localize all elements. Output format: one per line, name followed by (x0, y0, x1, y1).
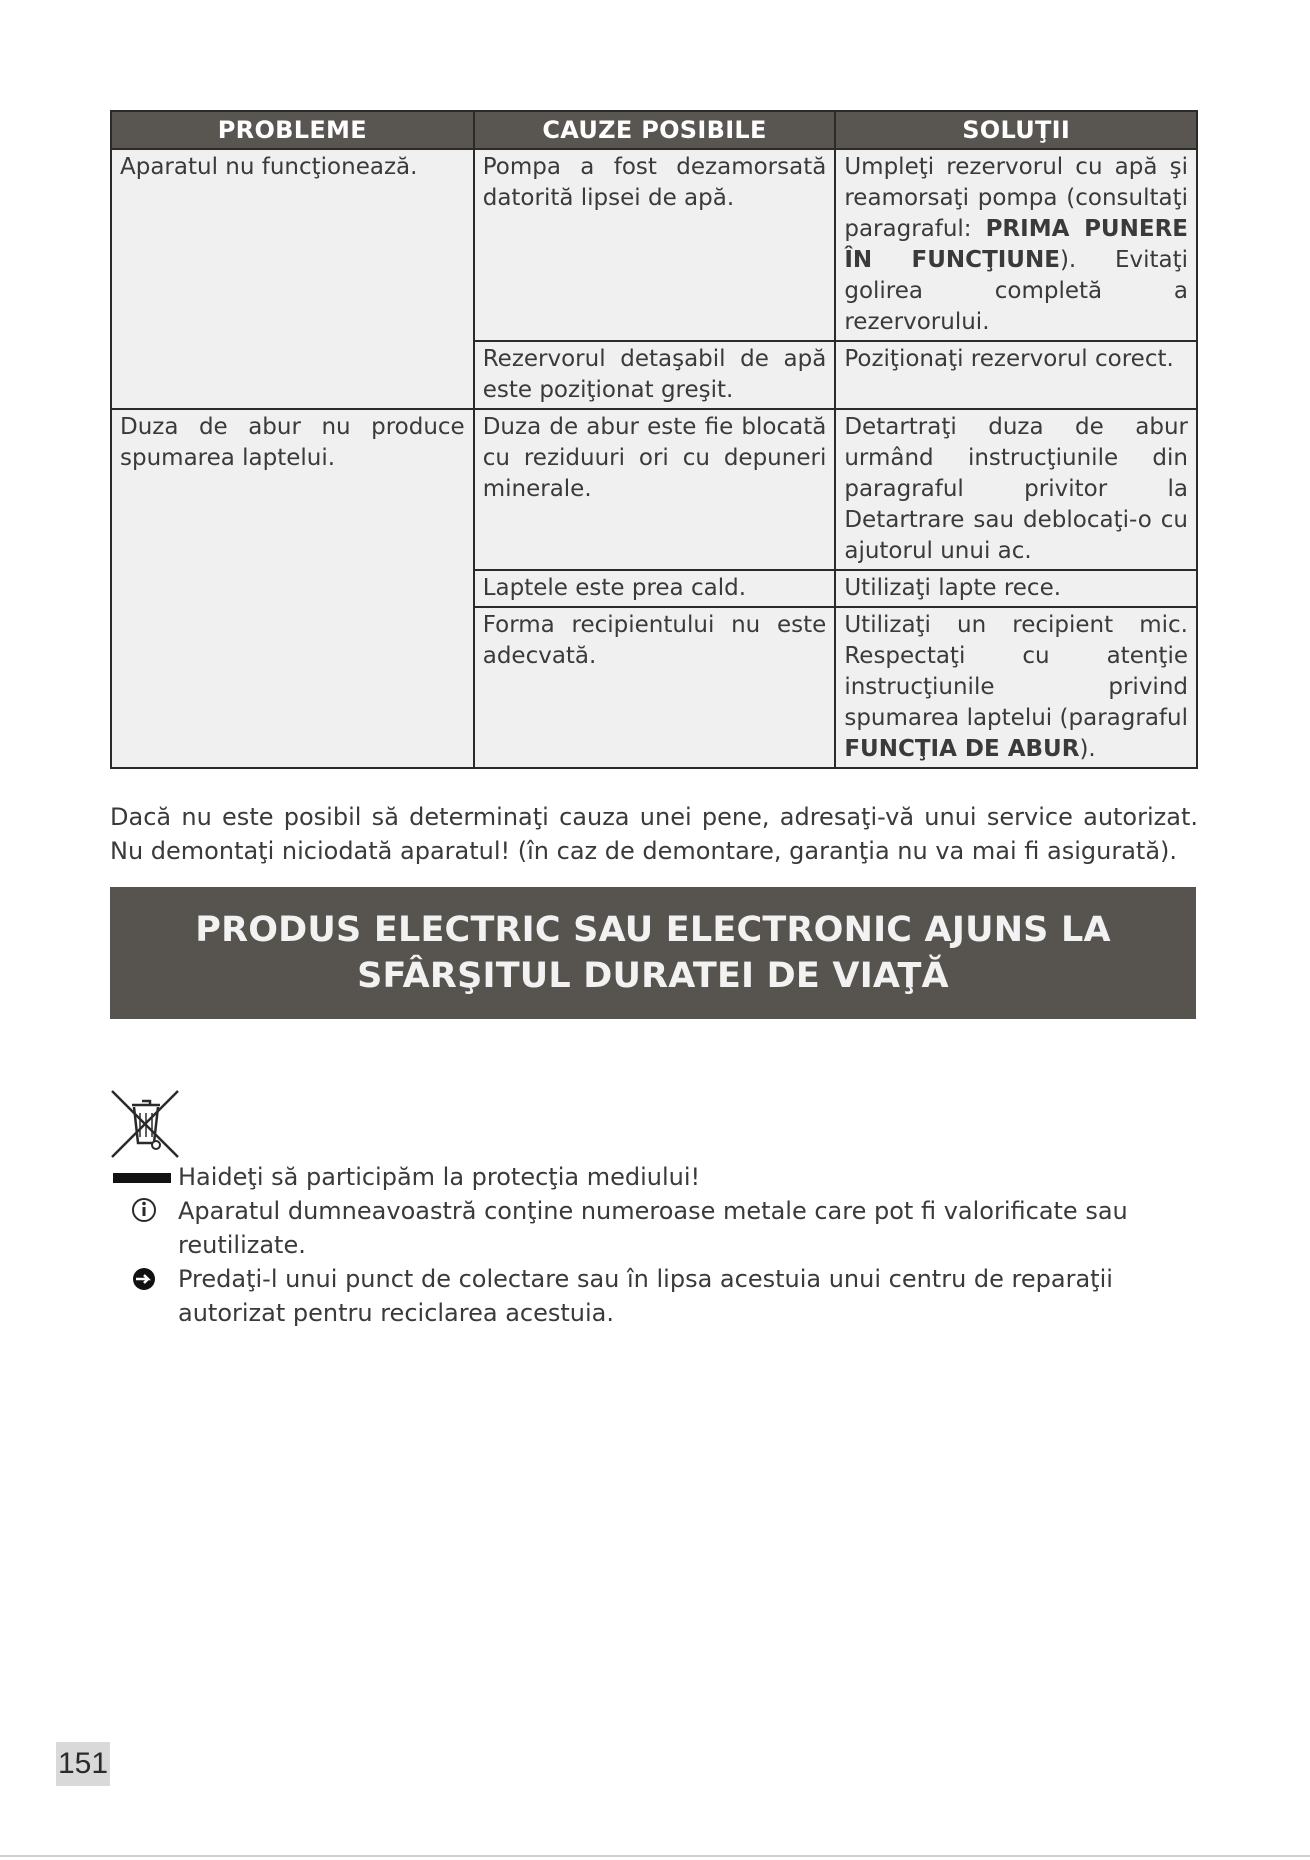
solution-text-end: ). Evitaţi golirea completă a rezervorului. (844, 247, 1188, 335)
cause-cell: Rezervorul detaşabil de apă este poziţionat greşit. (474, 341, 836, 409)
bottom-divider (0, 1855, 1310, 1857)
troubleshooting-table (110, 110, 1198, 769)
troubleshooting-table-wrapper (110, 110, 1198, 769)
arrow-circle-icon (108, 1262, 172, 1296)
header-solutions: SOLUŢII (835, 111, 1197, 149)
banner-title-line1: PRODUS ELECTRIC SAU ELECTRONIC AJUNS LA (195, 910, 1111, 950)
crossed-bin-icon (108, 1087, 182, 1159)
solution-cell (835, 149, 1197, 341)
table-row (111, 149, 1197, 341)
solution-text: Utilizaţi un recipient mic. Respectaţi cu atenţie instrucţiunile privind spumarea laptelui (paragraful (844, 612, 1188, 731)
black-bar-icon (108, 1160, 172, 1194)
cause-cell: Duza de abur este fie blocată cu reziduuri ori cu depuneri minerale. (474, 409, 836, 570)
header-causes: CAUZE POSIBILE (474, 111, 836, 149)
end-of-life-banner (110, 887, 1196, 1019)
banner-title-line2: SFÂRŞITUL DURATEI DE VIAŢĂ (357, 956, 949, 996)
solution-cell: Poziţionaţi rezervorul corect. (835, 341, 1197, 409)
solution-bold-ref: FUNCŢIA DE ABUR (844, 736, 1080, 762)
cause-cell: Laptele este prea cald. (474, 570, 836, 607)
solution-cell: Utilizaţi lapte rece. (835, 570, 1197, 607)
list-item (108, 1262, 1198, 1330)
problem-cell: Aparatul nu funcţionează. (111, 149, 474, 409)
solution-text-end: ). (1079, 736, 1096, 762)
list-item-text: Aparatul dumneavoastră conţine numeroase metale care pot fi valorificate sau reutilizate. (178, 1197, 1128, 1259)
banner-title (195, 907, 1111, 999)
service-note: Dacă nu este posibil să determinaţi cauza unei pene, adresaţi-vă unui service autorizat. Nu demontaţi niciodată aparatul! (în caz de demontare, garanţia nu va mai fi asigurată). (110, 803, 1198, 865)
solution-bold-ref: PRIMA PUNERE ÎN FUNCŢIUNE (844, 216, 1188, 273)
solution-text: Umpleţi rezervorul cu apă şi reamorsaţi pompa (consultaţi paragraful: (844, 154, 1188, 242)
cause-cell: Pompa a fost dezamorsată datorită lipsei de apă. (474, 149, 836, 341)
list-item-text: Predaţi-l unui punct de colectare sau în lipsa acestuia unui centru de reparaţii autorizat pentru reciclarea acestuia. (178, 1265, 1113, 1327)
solution-cell (835, 607, 1197, 768)
list-item (108, 1194, 1198, 1262)
problem-cell: Duza de abur nu produce spumarea laptelui. (111, 409, 474, 768)
header-problems: PROBLEME (111, 111, 474, 149)
page-number: 151 (56, 1742, 110, 1786)
table-header-row (111, 111, 1197, 149)
list-item (108, 1160, 1198, 1194)
info-icon (108, 1194, 172, 1228)
list-item-text: Haideţi să participăm la protecţia mediului! (178, 1163, 701, 1191)
cause-cell: Forma recipientului nu este adecvată. (474, 607, 836, 768)
solution-cell: Detartraţi duza de abur urmând instrucţiunile din paragraful privitor la Detartrare sau deblocaţi-o cu ajutorul unui ac. (835, 409, 1197, 570)
environment-list (108, 1160, 1198, 1330)
table-row (111, 409, 1197, 570)
